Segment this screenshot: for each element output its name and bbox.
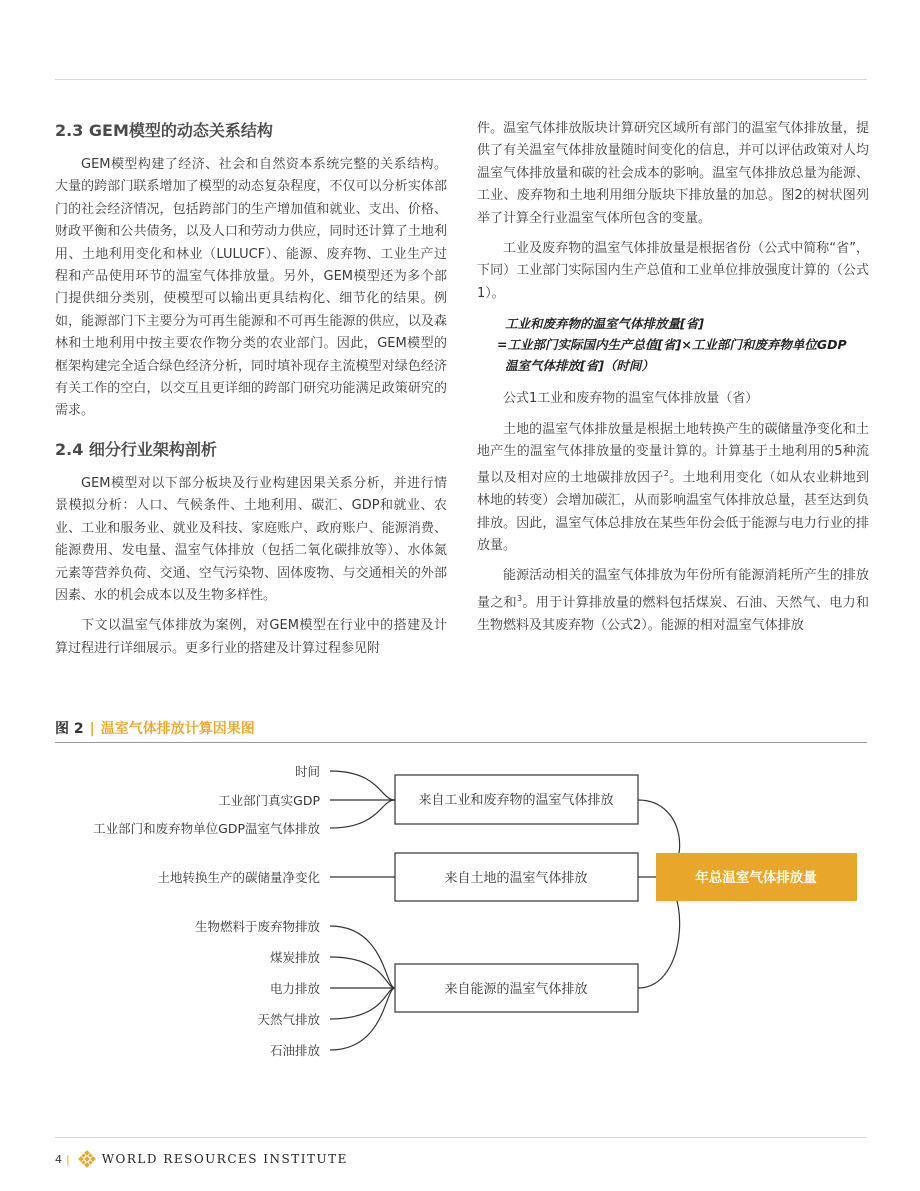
footer-separator: | — [66, 1152, 70, 1166]
paragraph-text: 。用于计算排放量的燃料包括煤炭、石油、天然气、电力和生物燃料及其废弃物（公式2）。能源的相对温室气体排放 — [477, 595, 869, 633]
connector-line — [330, 957, 395, 988]
paragraph-text: 能源活动相关的温室气体排放为年份所有能源消耗所产生的排放量之和 — [477, 568, 869, 611]
figure-label: 图 2 — [55, 721, 84, 737]
box-energy-label: 来自能源的温室气体排放 — [444, 982, 588, 997]
figure-title: 温室气体排放计算因果图 — [100, 721, 255, 737]
connector-line — [330, 771, 395, 800]
input-label: 生物燃料于废弃物排放 — [194, 919, 320, 934]
paragraph: GEM模型对以下部分板块及行业构建因果关系分析，并进行情景模拟分析：人口、气候条件、土地利用、碳汇、GDP和就业、农业、工业和服务业、就业及科技、家庭账户、政府账户、能源消费、能源费用、发电量、温室气体排放（包括二氧化碳排放等）、水体氮元素等营养负荷、交通、空气污染物、固体废物、与交通相关的外部因素、水的机会成本以及生物多样性。 — [55, 475, 447, 603]
input-label: 时间 — [294, 764, 320, 779]
connector-line — [330, 988, 395, 1019]
input-label: 工业部门和废弃物单位GDP温室气体排放 — [93, 821, 320, 836]
formula-line: 工业和废弃物的温室气体排放量[省] — [505, 316, 704, 332]
paragraph: 工业及废弃物的温室气体排放量是根据省份（公式中简称“省”，下同）工业部门实际国内生产总值和工业单位排放强度计算的（公式1）。 — [477, 241, 869, 301]
input-label: 工业部门真实GDP — [218, 793, 320, 808]
section-heading-2-4: 2.4 细分行业架构剖析 — [55, 439, 217, 459]
section-heading-2-3: 2.3 GEM模型的动态关系结构 — [55, 121, 273, 140]
input-label: 天然气排放 — [257, 1012, 320, 1027]
page-number: 4 — [55, 1152, 62, 1166]
formula-line: 温室气体排放[省]（时间） — [505, 358, 654, 374]
input-label: 土地转换生产的碳储量净变化 — [157, 870, 320, 885]
box-total-label: 年总温室气体排放量 — [695, 870, 817, 886]
footer-rule — [55, 1137, 867, 1138]
wri-logo-icon — [78, 1150, 96, 1168]
organization-name: WORLD RESOURCES INSTITUTE — [101, 1152, 348, 1166]
formula-line: =工业部门实际国内生产总值[省]×工业部门和废弃物单位GDP — [497, 337, 847, 353]
footnote-ref[interactable]: 2 — [663, 469, 669, 479]
footer — [55, 1150, 348, 1168]
paragraph-text: 。土地利用变化（如从农业耕地到林地的转变）会增加碳汇，从而影响温室气体排放总量，甚至达到负排放。因此，温室气体总排放在某些年份会低于能源与电力行业的排放量。 — [477, 470, 869, 554]
paragraph: 件。温室气体排放版块计算研究区域所有部门的温室气体排放量，提供了有关温室气体排放量随时间变化的信息，并可以评估政策对人均温室气体排放量和碳的社会成本的影响。温室气体排放总量为能源、工业、废弃物和土地利用细分版块下排放量的加总。图2的树状图列举了计算全行业温室气体所包含的变量。 — [477, 121, 869, 226]
box-land-label: 来自土地的温室气体排放 — [444, 871, 588, 886]
footnote-ref[interactable]: 3 — [517, 593, 523, 603]
input-label: 电力排放 — [269, 981, 320, 996]
paragraph: 下文以温室气体排放为案例，对GEM模型在行业中的搭建及计算过程进行详细展示。更多行业的搭建及计算过程参见附 — [55, 618, 447, 656]
caption-separator: | — [89, 721, 95, 737]
input-label: 煤炭排放 — [269, 950, 320, 965]
paragraph: GEM模型构建了经济、社会和自然资本系统完整的关系结构。大量的跨部门联系增加了模型的动态复杂程度，不仅可以分析实体部门的社会经济情况，包括跨部门的生产增加值和就业、支出、价格、财政平衡和公共债务，以及人口和劳动力供应，同时还计算了土地利用、土地利用变化和林业（LULUCF）、能源、废弃物、工业生产过程和产品使用环节的温室气体排放量。另外，GEM模型还为多个部门提供细分类别，使模型可以输出更具结构化、细节化的结果。例如，能源部门下主要分为可再生能源和不可再生能源的供应，以及森林和土地利用中按主要农作物分类的农业部门。因此，GEM模型的框架构建完全适合绿色经济分析，同时填补现存主流模型对绿色经济有关工作的空白，以交互且更详细的跨部门研究功能满足政策研究的需求。 — [55, 157, 447, 419]
input-label: 石油排放 — [269, 1043, 320, 1058]
box-industry-label: 来自工业和废弃物的温室气体排放 — [418, 793, 614, 808]
connector-line — [330, 800, 395, 828]
paragraph-text: 土地的温室气体排放量是根据土地转换产生的碳储量净变化和土地产生的温室气体排放量的变量计算的。计算基于土地利用的5种流量以及相对应的土地碳排放因子 — [477, 421, 869, 486]
formula-caption: 公式1工业和废弃物的温室气体排放量（省） — [503, 391, 759, 407]
